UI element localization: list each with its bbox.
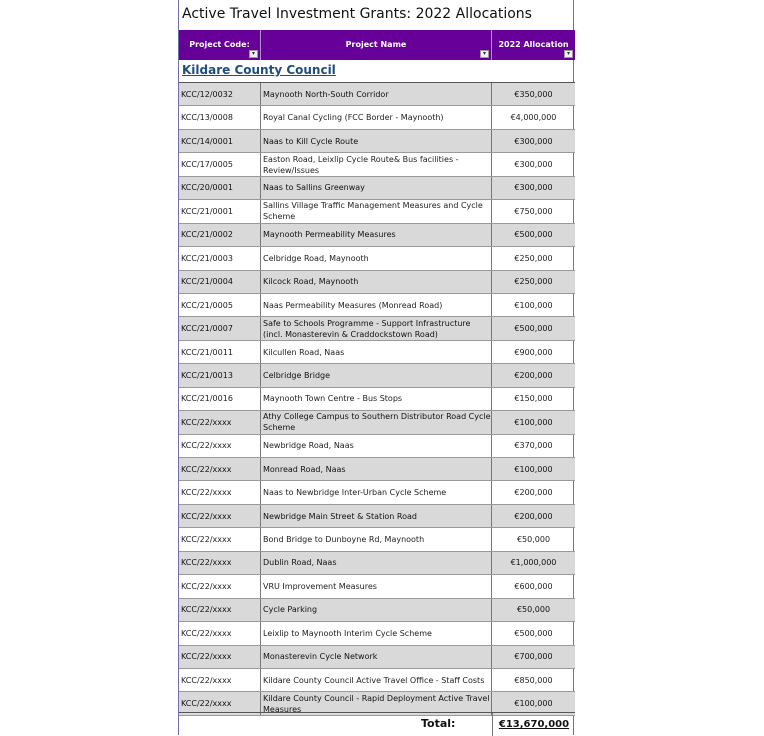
- project-name-cell: Easton Road, Leixlip Cycle Route& Bus facilities - Review/Issues: [261, 153, 492, 175]
- table-row: [179, 552, 575, 575]
- table-row: [179, 669, 575, 692]
- project-name-cell: Dublin Road, Naas: [261, 552, 492, 574]
- project-code-cell: KCC/21/0013: [179, 364, 261, 386]
- table-row: [179, 458, 575, 481]
- total-value: €13,670,000: [492, 713, 575, 736]
- table-header: [179, 30, 575, 60]
- council-heading: Kildare County Council: [182, 63, 336, 77]
- filter-dropdown-icon[interactable]: ▾: [480, 50, 489, 58]
- table-row: [179, 130, 575, 153]
- project-name-cell: VRU Improvement Measures: [261, 575, 492, 597]
- project-code-cell: KCC/21/0016: [179, 388, 261, 410]
- table-row: [179, 83, 575, 106]
- project-name-cell: Celbridge Road, Maynooth: [261, 247, 492, 269]
- table-row: [179, 247, 575, 270]
- table-row: [179, 106, 575, 129]
- sheet-title: Active Travel Investment Grants: 2022 Allocations: [182, 6, 532, 22]
- project-name-cell: Newbridge Main Street & Station Road: [261, 505, 492, 527]
- project-name-cell: Kildare County Council - Rapid Deployment Active Travel Measures: [261, 692, 492, 714]
- project-code-cell: KCC/21/0002: [179, 224, 261, 246]
- project-code-cell: KCC/21/0001: [179, 200, 261, 222]
- allocation-cell: €4,000,000: [510, 113, 557, 123]
- table-body: [179, 82, 575, 716]
- project-code-cell: KCC/22/xxxx: [179, 692, 261, 714]
- project-name-cell: Cycle Parking: [261, 599, 492, 621]
- allocation-cell: €250,000: [514, 253, 553, 263]
- project-code-cell: KCC/22/xxxx: [179, 622, 261, 644]
- table-row: [179, 317, 575, 340]
- table-row: [179, 575, 575, 598]
- project-code-cell: KCC/13/0008: [179, 106, 261, 128]
- table-row: [179, 505, 575, 528]
- table-row: [179, 224, 575, 247]
- total-row: [179, 712, 575, 736]
- project-name-cell: Royal Canal Cycling (FCC Border - Maynooth): [261, 106, 492, 128]
- project-code-cell: KCC/22/xxxx: [179, 528, 261, 550]
- allocation-cell: €300,000: [514, 160, 553, 170]
- project-name-cell: Leixlip to Maynooth Interim Cycle Scheme: [261, 622, 492, 644]
- allocation-cell: €300,000: [514, 183, 553, 193]
- allocation-cell: €500,000: [514, 230, 553, 240]
- project-name-cell: Athy College Campus to Southern Distributor Road Cycle Scheme: [263, 412, 491, 433]
- project-code-cell: KCC/22/xxxx: [179, 669, 261, 691]
- table-row: [179, 599, 575, 622]
- project-name-cell: Monread Road, Naas: [261, 458, 492, 480]
- allocation-cell: €200,000: [514, 370, 553, 380]
- project-name-cell: Maynooth North-South Corridor: [261, 83, 492, 105]
- allocation-cell: €100,000: [514, 417, 553, 427]
- allocation-cell: €500,000: [514, 324, 553, 334]
- allocation-cell: €350,000: [514, 89, 553, 99]
- column-header-project-name: [261, 30, 492, 60]
- project-code-cell: KCC/21/0005: [179, 294, 261, 316]
- allocation-cell: €200,000: [514, 488, 553, 498]
- table-row: [179, 294, 575, 317]
- project-name-cell: Naas to Newbridge Inter-Urban Cycle Scheme: [261, 481, 492, 503]
- table-row: [179, 528, 575, 551]
- table-row: [179, 271, 575, 294]
- column-header-label: Project Code:: [189, 40, 250, 49]
- project-name-cell: Bond Bridge to Dunboyne Rd, Maynooth: [261, 528, 492, 550]
- project-code-cell: KCC/12/0032: [179, 83, 261, 105]
- project-name-cell: Kildare County Council Active Travel Office - Staff Costs: [261, 669, 492, 691]
- column-header-label: Project Name: [345, 40, 407, 49]
- project-code-cell: KCC/22/xxxx: [179, 505, 261, 527]
- column-header-allocation: [492, 30, 575, 60]
- table-row: [179, 341, 575, 364]
- filter-dropdown-icon[interactable]: ▾: [564, 50, 573, 58]
- project-code-cell: KCC/22/xxxx: [179, 411, 261, 433]
- project-code-cell: KCC/21/0011: [179, 341, 261, 363]
- allocation-cell: €50,000: [516, 605, 551, 615]
- allocation-cell: €150,000: [514, 394, 553, 404]
- allocation-cell: €900,000: [514, 347, 553, 357]
- table-row: [179, 481, 575, 504]
- project-name-cell: Kilcullen Road, Naas: [261, 341, 492, 363]
- table-row: [179, 200, 575, 223]
- project-code-cell: KCC/22/xxxx: [179, 435, 261, 457]
- allocation-cell: €500,000: [514, 628, 553, 638]
- project-code-cell: KCC/20/0001: [179, 177, 261, 199]
- project-code-cell: KCC/21/0003: [179, 247, 261, 269]
- allocation-cell: €250,000: [514, 277, 553, 287]
- table-row: [179, 622, 575, 645]
- project-name-cell: Maynooth Permeability Measures: [261, 224, 492, 246]
- table-row: [179, 411, 575, 434]
- column-header-label: 2022 Allocation: [498, 40, 569, 49]
- project-code-cell: KCC/22/xxxx: [179, 552, 261, 574]
- table-row: [179, 177, 575, 200]
- filter-dropdown-icon[interactable]: ▾: [249, 50, 258, 58]
- total-label: Total:: [421, 717, 456, 730]
- project-name-cell: Sallins Village Traffic Management Measures and Cycle Scheme: [261, 200, 492, 222]
- allocation-cell: €850,000: [514, 675, 553, 685]
- allocation-cell: €50,000: [516, 535, 551, 545]
- allocation-cell: €1,000,000: [510, 558, 557, 568]
- column-header-project-code: [179, 30, 261, 60]
- project-code-cell: KCC/21/0007: [179, 317, 261, 339]
- project-name-cell: Monasterevin Cycle Network: [261, 646, 492, 668]
- allocation-cell: €200,000: [514, 511, 553, 521]
- project-name-cell: Celbridge Bridge: [261, 364, 492, 386]
- spreadsheet: [178, 0, 574, 735]
- project-code-cell: KCC/22/xxxx: [179, 575, 261, 597]
- project-code-cell: KCC/22/xxxx: [179, 458, 261, 480]
- table-row: [179, 388, 575, 411]
- allocation-cell: €300,000: [514, 136, 553, 146]
- project-code-cell: KCC/22/xxxx: [179, 646, 261, 668]
- allocation-cell: €100,000: [514, 300, 553, 310]
- project-name-cell: Newbridge Road, Naas: [261, 435, 492, 457]
- table-row: [179, 435, 575, 458]
- table-row: [179, 153, 575, 176]
- project-name-cell: Naas to Sallins Greenway: [261, 177, 492, 199]
- table-row: [179, 646, 575, 669]
- project-name-cell: Safe to Schools Programme - Support Infrastructure (incl. Monasterevin & Craddockstown Road): [261, 317, 492, 339]
- project-name-cell: Maynooth Town Centre - Bus Stops: [261, 388, 492, 410]
- project-code-cell: KCC/22/xxxx: [179, 481, 261, 503]
- allocation-cell: €600,000: [514, 581, 553, 591]
- allocation-cell: €100,000: [514, 699, 553, 709]
- project-code-cell: KCC/21/0004: [179, 271, 261, 293]
- project-code-cell: KCC/17/0005: [179, 153, 261, 175]
- allocation-cell: €100,000: [514, 464, 553, 474]
- table-row: [179, 364, 575, 387]
- allocation-cell: €700,000: [514, 652, 553, 662]
- allocation-cell: €750,000: [514, 206, 553, 216]
- project-name-cell: Naas Permeability Measures (Monread Road): [261, 294, 492, 316]
- project-name-cell: Naas to Kill Cycle Route: [261, 130, 492, 152]
- project-name-cell: Kilcock Road, Maynooth: [261, 271, 492, 293]
- allocation-cell: €370,000: [514, 441, 553, 451]
- project-code-cell: KCC/22/xxxx: [179, 599, 261, 621]
- project-code-cell: KCC/14/0001: [179, 130, 261, 152]
